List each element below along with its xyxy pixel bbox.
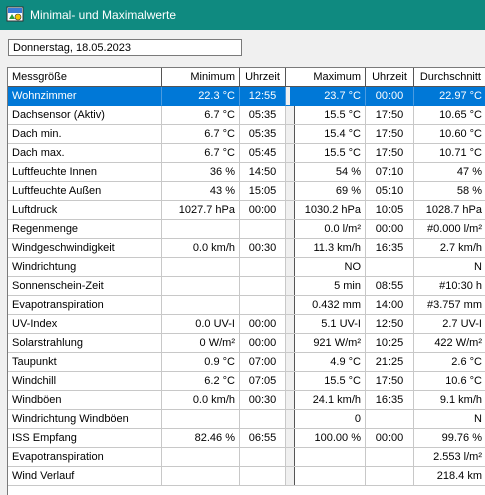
- cell-minimum: 36 %: [162, 163, 240, 182]
- table-row[interactable]: [8, 277, 485, 296]
- cell-durchschnitt: 2.7 km/h: [414, 239, 485, 258]
- cell-messgroesse: Regenmenge: [8, 220, 162, 239]
- cell-min-time: [240, 277, 286, 296]
- cell-min-time: 06:55: [240, 429, 286, 448]
- cell-durchschnitt: N: [414, 410, 485, 429]
- cell-durchschnitt: 58 %: [414, 182, 485, 201]
- table-row[interactable]: [8, 353, 485, 372]
- cell-max-time: 17:50: [366, 372, 414, 391]
- cell-max-time: 12:50: [366, 315, 414, 334]
- cell-min-time: [240, 448, 286, 467]
- table-row[interactable]: [8, 125, 485, 144]
- cell-minimum: [162, 467, 240, 486]
- table-row[interactable]: [8, 106, 485, 125]
- column-header-messgroesse[interactable]: Messgröße: [8, 68, 162, 87]
- cell-durchschnitt: 2.6 °C: [414, 353, 485, 372]
- cell-maximum: 4.9 °C: [290, 353, 366, 372]
- cell-maximum: 69 %: [290, 182, 366, 201]
- cell-durchschnitt: 10.6 °C: [414, 372, 485, 391]
- cell-maximum: 5.1 UV-I: [290, 315, 366, 334]
- table-row[interactable]: [8, 296, 485, 315]
- cell-max-time: [366, 258, 414, 277]
- minmax-table: [7, 67, 485, 495]
- table-row[interactable]: [8, 163, 485, 182]
- cell-minimum: [162, 448, 240, 467]
- cell-minimum: 1027.7 hPa: [162, 201, 240, 220]
- cell-messgroesse: ISS Empfang: [8, 429, 162, 448]
- cell-min-time: 00:00: [240, 201, 286, 220]
- table-row[interactable]: [8, 467, 485, 486]
- cell-durchschnitt: 47 %: [414, 163, 485, 182]
- cell-messgroesse: Solarstrahlung: [8, 334, 162, 353]
- cell-maximum: 0: [290, 410, 366, 429]
- cell-maximum: 15.5 °C: [290, 144, 366, 163]
- cell-min-time: [240, 220, 286, 239]
- cell-durchschnitt: 1028.7 hPa: [414, 201, 485, 220]
- cell-durchschnitt: 422 W/m²: [414, 334, 485, 353]
- cell-durchschnitt: 2.7 UV-I: [414, 315, 485, 334]
- cell-maximum: 921 W/m²: [290, 334, 366, 353]
- cell-maximum: 1030.2 hPa: [290, 201, 366, 220]
- cell-max-time: 05:10: [366, 182, 414, 201]
- cell-messgroesse: Windchill: [8, 372, 162, 391]
- cell-messgroesse: Windgeschwindigkeit: [8, 239, 162, 258]
- table-row[interactable]: [8, 144, 485, 163]
- table-header: [8, 68, 485, 87]
- cell-messgroesse: Taupunkt: [8, 353, 162, 372]
- table-row[interactable]: [8, 220, 485, 239]
- date-field[interactable]: Donnerstag, 18.05.2023: [8, 39, 242, 56]
- cell-messgroesse: Evapotranspiration: [8, 296, 162, 315]
- table-row[interactable]: [8, 429, 485, 448]
- cell-min-time: [240, 410, 286, 429]
- cell-messgroesse: Dachsensor (Aktiv): [8, 106, 162, 125]
- cell-minimum: 0 W/m²: [162, 334, 240, 353]
- cell-minimum: 0.9 °C: [162, 353, 240, 372]
- cell-durchschnitt: 10.71 °C: [414, 144, 485, 163]
- cell-minimum: 0.0 km/h: [162, 239, 240, 258]
- table-row[interactable]: [8, 239, 485, 258]
- cell-minimum: 22.3 °C: [162, 87, 240, 106]
- cell-messgroesse: Wohnzimmer: [8, 87, 162, 106]
- cell-max-time: 00:00: [366, 220, 414, 239]
- cell-messgroesse: Luftfeuchte Innen: [8, 163, 162, 182]
- cell-max-time: 00:00: [366, 87, 414, 106]
- cell-messgroesse: Luftdruck: [8, 201, 162, 220]
- cell-messgroesse: Windrichtung Windböen: [8, 410, 162, 429]
- cell-maximum: 0.0 l/m²: [290, 220, 366, 239]
- cell-minimum: [162, 410, 240, 429]
- cell-maximum: 15.4 °C: [290, 125, 366, 144]
- cell-maximum: 5 min: [290, 277, 366, 296]
- cell-maximum: 100.00 %: [290, 429, 366, 448]
- cell-max-time: 16:35: [366, 391, 414, 410]
- weather-station-icon: [6, 5, 24, 23]
- cell-durchschnitt: 99.76 %: [414, 429, 485, 448]
- cell-min-time: [240, 258, 286, 277]
- cell-durchschnitt: #3.757 mm: [414, 296, 485, 315]
- cell-min-time: 15:05: [240, 182, 286, 201]
- cell-durchschnitt: 2.553 l/m²: [414, 448, 485, 467]
- cell-messgroesse: Evapotranspiration: [8, 448, 162, 467]
- window-title: Minimal- und Maximalwerte: [30, 8, 177, 22]
- cell-messgroesse: UV-Index: [8, 315, 162, 334]
- column-header-min-time[interactable]: Uhrzeit: [240, 68, 286, 87]
- table-row[interactable]: [8, 372, 485, 391]
- cell-minimum: [162, 220, 240, 239]
- title-bar: [0, 0, 485, 30]
- cell-min-time: 14:50: [240, 163, 286, 182]
- cell-max-time: 17:50: [366, 106, 414, 125]
- column-header-minimum[interactable]: Minimum: [162, 68, 240, 87]
- table-row[interactable]: [8, 87, 485, 106]
- column-header-durchschnitt[interactable]: Durchschnitt: [414, 68, 485, 87]
- cell-messgroesse: Windböen: [8, 391, 162, 410]
- column-header-max-time[interactable]: Uhrzeit: [366, 68, 414, 87]
- cell-durchschnitt: 22.97 °C: [414, 87, 485, 106]
- cell-durchschnitt: 218.4 km: [414, 467, 485, 486]
- cell-minimum: 43 %: [162, 182, 240, 201]
- cell-maximum: 54 %: [290, 163, 366, 182]
- cell-min-time: 00:30: [240, 391, 286, 410]
- table-row[interactable]: [8, 315, 485, 334]
- cell-min-time: 12:55: [240, 87, 286, 106]
- cell-min-time: 05:45: [240, 144, 286, 163]
- cell-maximum: 15.5 °C: [290, 372, 366, 391]
- cell-messgroesse: Sonnenschein-Zeit: [8, 277, 162, 296]
- cell-maximum: NO: [290, 258, 366, 277]
- cell-max-time: 07:10: [366, 163, 414, 182]
- cell-maximum: [290, 467, 366, 486]
- cell-max-time: 14:00: [366, 296, 414, 315]
- cell-messgroesse: Luftfeuchte Außen: [8, 182, 162, 201]
- cell-minimum: 6.7 °C: [162, 144, 240, 163]
- column-header-maximum[interactable]: Maximum: [290, 68, 366, 87]
- cell-max-time: 17:50: [366, 144, 414, 163]
- cell-minimum: [162, 277, 240, 296]
- cell-durchschnitt: #0.000 l/m²: [414, 220, 485, 239]
- cell-max-time: [366, 467, 414, 486]
- cell-max-time: 00:00: [366, 429, 414, 448]
- cell-min-time: 00:00: [240, 315, 286, 334]
- cell-min-time: [240, 296, 286, 315]
- cell-min-time: [240, 467, 286, 486]
- table-row[interactable]: [8, 391, 485, 410]
- table-row[interactable]: [8, 448, 485, 467]
- cell-maximum: 0.432 mm: [290, 296, 366, 315]
- cell-min-time: 05:35: [240, 125, 286, 144]
- cell-min-time: 07:05: [240, 372, 286, 391]
- cell-minimum: 0.0 km/h: [162, 391, 240, 410]
- cell-messgroesse: Dach max.: [8, 144, 162, 163]
- cell-max-time: 10:25: [366, 334, 414, 353]
- cell-max-time: 17:50: [366, 125, 414, 144]
- cell-max-time: 10:05: [366, 201, 414, 220]
- cell-min-time: 00:30: [240, 239, 286, 258]
- cell-max-time: 08:55: [366, 277, 414, 296]
- cell-min-time: 00:00: [240, 334, 286, 353]
- cell-durchschnitt: 10.65 °C: [414, 106, 485, 125]
- table-row[interactable]: [8, 201, 485, 220]
- cell-min-time: 05:35: [240, 106, 286, 125]
- cell-max-time: 21:25: [366, 353, 414, 372]
- cell-maximum: 11.3 km/h: [290, 239, 366, 258]
- table-row[interactable]: [8, 334, 485, 353]
- cell-durchschnitt: #10:30 h: [414, 277, 485, 296]
- cell-messgroesse: Windrichtung: [8, 258, 162, 277]
- cell-durchschnitt: 9.1 km/h: [414, 391, 485, 410]
- table-row[interactable]: [8, 410, 485, 429]
- cell-min-time: 07:00: [240, 353, 286, 372]
- cell-minimum: 82.46 %: [162, 429, 240, 448]
- cell-maximum: 24.1 km/h: [290, 391, 366, 410]
- cell-maximum: 15.5 °C: [290, 106, 366, 125]
- cell-durchschnitt: N: [414, 258, 485, 277]
- cell-minimum: [162, 296, 240, 315]
- cell-messgroesse: Wind Verlauf: [8, 467, 162, 486]
- cell-minimum: 6.2 °C: [162, 372, 240, 391]
- cell-maximum: 23.7 °C: [290, 87, 366, 106]
- cell-minimum: 6.7 °C: [162, 125, 240, 144]
- cell-maximum: [290, 448, 366, 467]
- cell-max-time: [366, 410, 414, 429]
- cell-messgroesse: Dach min.: [8, 125, 162, 144]
- cell-minimum: 6.7 °C: [162, 106, 240, 125]
- table-row[interactable]: [8, 182, 485, 201]
- cell-minimum: [162, 258, 240, 277]
- table-row[interactable]: [8, 258, 485, 277]
- cell-max-time: 16:35: [366, 239, 414, 258]
- cell-minimum: 0.0 UV-I: [162, 315, 240, 334]
- cell-durchschnitt: 10.60 °C: [414, 125, 485, 144]
- cell-max-time: [366, 448, 414, 467]
